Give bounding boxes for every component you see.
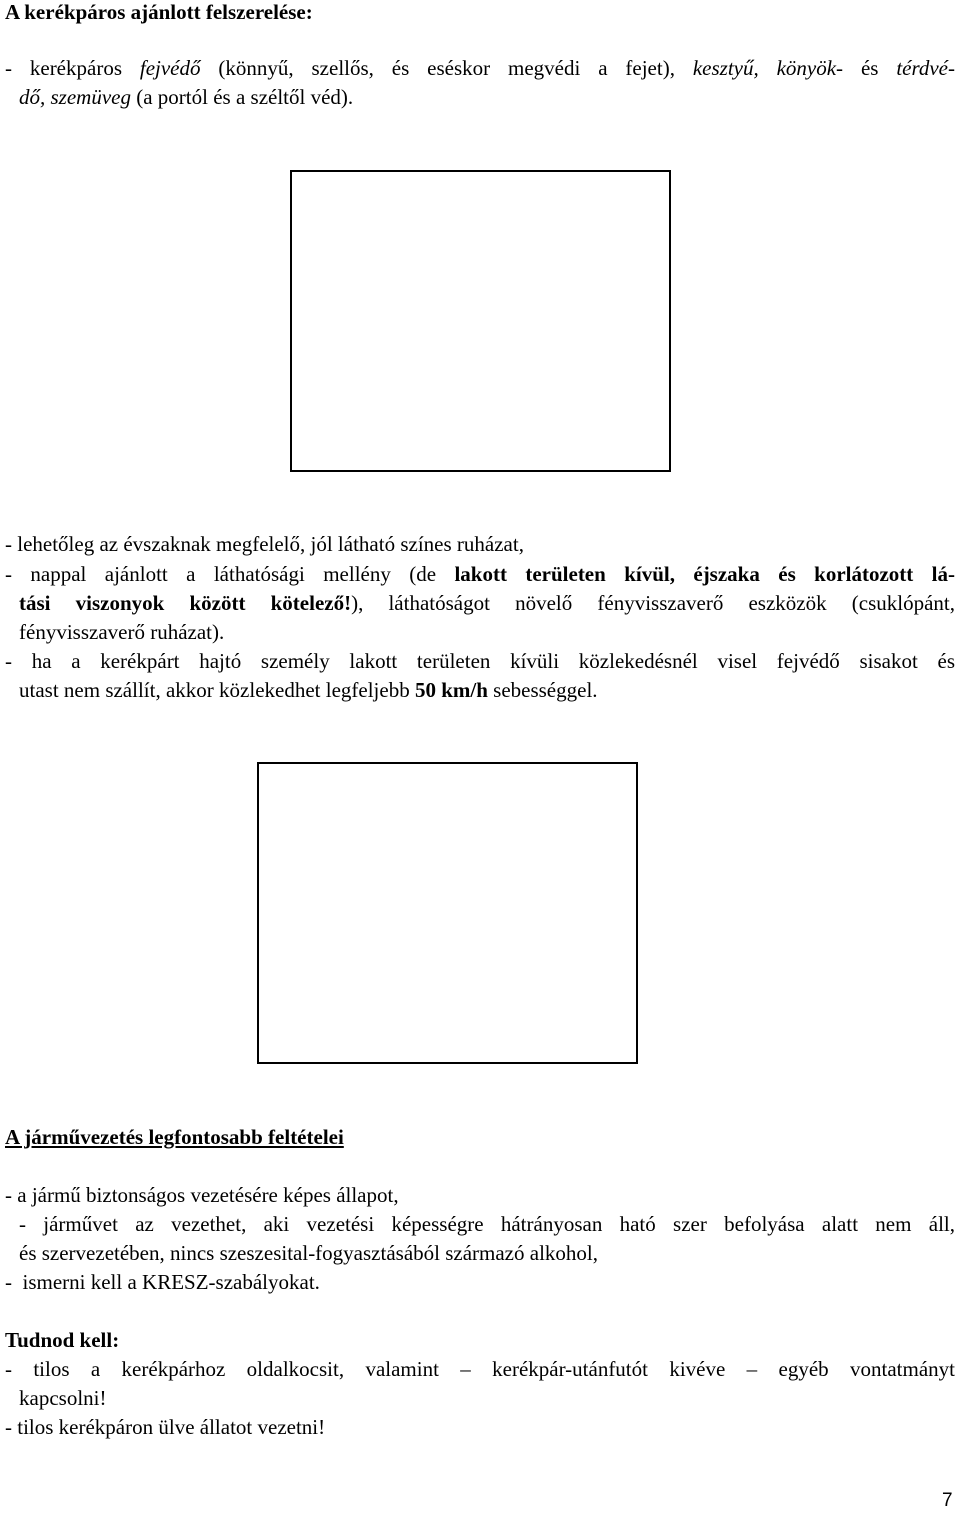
text-italic: kesztyű, könyök-	[692, 56, 844, 80]
visibility-line-2	[5, 560, 955, 588]
text: (könnyű, szellős, és eséskor megvédi a fejet),	[200, 56, 693, 80]
image-placeholder-1	[290, 170, 671, 472]
text: utast nem szállít, akkor közlekedhet legfeljebb	[19, 678, 415, 702]
text-italic: térdvé-	[896, 56, 955, 80]
must-know-line-1: - tilos a kerékpárhoz oldalkocsit, valamint – kerékpár-utánfutót kivéve – egyéb vontatmányt	[5, 1357, 955, 1381]
visibility-line-1: - lehetőleg az évszaknak megfelelő, jól látható színes ruházat,	[5, 532, 524, 556]
text: - nappal ajánlott a láthatósági mellény (de	[5, 562, 455, 586]
speed-line-1: - ha a kerékpárt hajtó személy lakott területen kívüli közlekedésnél visel fejvédő sisakot és	[5, 649, 955, 673]
section-title-equipment: A kerékpáros ajánlott felszerelése:	[5, 0, 313, 24]
conditions-line-2: - járművet az vezethet, aki vezetési képességre hátrányosan ható szer befolyása alatt nem áll,	[19, 1212, 955, 1236]
equipment-line-2	[19, 83, 353, 111]
visibility-line-3	[19, 589, 955, 617]
page-number: 7	[942, 1490, 953, 1511]
text-bold: lakott területen kívül, éjszaka és korlátozott lá-	[454, 562, 955, 586]
text: (a portól és a széltől véd).	[130, 85, 354, 109]
text: - kerékpáros	[5, 56, 140, 80]
must-know-line-2: kapcsolni!	[19, 1386, 107, 1410]
text-bold: tási viszonyok között kötelező!	[19, 591, 352, 615]
image-placeholder-2	[257, 762, 638, 1064]
visibility-line-4: fényvisszaverő ruházat).	[19, 620, 225, 644]
section-title-must-know: Tudnod kell:	[5, 1328, 120, 1352]
text: ), láthatóságot növelő fényvisszaverő eszközök (csuklópánt,	[351, 591, 955, 615]
equipment-line-1	[5, 54, 955, 82]
must-know-line-3: - tilos kerékpáron ülve állatot vezetni!	[5, 1415, 326, 1439]
text-italic: fejvédő	[139, 56, 201, 80]
conditions-line-3: és szervezetében, nincs szeszesital-fogyasztásából származó alkohol,	[19, 1241, 598, 1265]
conditions-line-4: - ismerni kell a KRESZ-szabályokat.	[5, 1270, 320, 1294]
text-bold: 50 km/h	[414, 678, 488, 702]
conditions-line-1: - a jármű biztonságos vezetésére képes állapot,	[5, 1183, 399, 1207]
speed-line-2	[19, 676, 598, 704]
text: sebességgel.	[487, 678, 598, 702]
section-title-driving-conditions: A járművezetés legfontosabb feltételei	[5, 1125, 344, 1149]
text: és	[843, 56, 897, 80]
text-italic: dő, szemüveg	[19, 85, 131, 109]
